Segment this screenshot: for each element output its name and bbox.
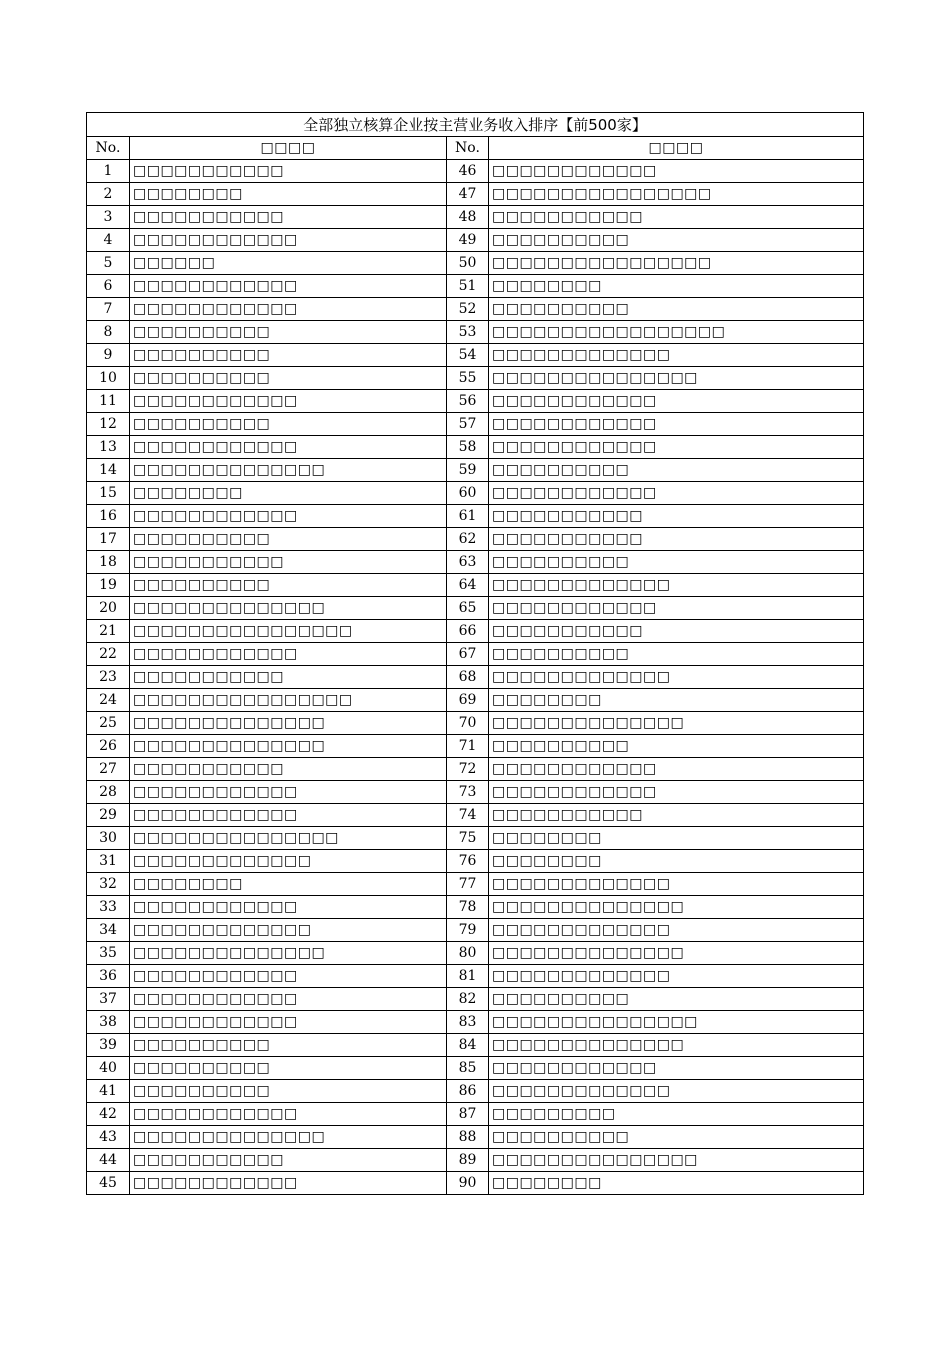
rank-right: 79	[447, 919, 489, 942]
rank-left: 32	[87, 873, 130, 896]
table-row	[87, 712, 864, 735]
rank-left: 9	[87, 344, 130, 367]
company-left: □□□□□□□□□□□□□	[130, 850, 447, 873]
table-row	[87, 620, 864, 643]
company-right: □□□□□□□□□□□□□	[489, 919, 864, 942]
table-row	[87, 735, 864, 758]
header-name-left: □□□□	[130, 137, 447, 160]
company-left: □□□□□□□□□□	[130, 1057, 447, 1080]
rank-right: 48	[447, 206, 489, 229]
rank-left: 12	[87, 413, 130, 436]
rank-left: 27	[87, 758, 130, 781]
company-right: □□□□□□□□□□	[489, 735, 864, 758]
rank-right: 81	[447, 965, 489, 988]
company-left: □□□□□□□□□□□	[130, 551, 447, 574]
table-row	[87, 275, 864, 298]
header-no-left: No.	[87, 137, 130, 160]
rank-left: 19	[87, 574, 130, 597]
table-row	[87, 1172, 864, 1195]
company-right: □□□□□□□□□□□□□	[489, 1080, 864, 1103]
table-row	[87, 321, 864, 344]
rank-left: 7	[87, 298, 130, 321]
table-row	[87, 643, 864, 666]
rank-right: 80	[447, 942, 489, 965]
rank-left: 41	[87, 1080, 130, 1103]
rank-right: 54	[447, 344, 489, 367]
company-left: □□□□□□□□□□□□□□	[130, 459, 447, 482]
company-left: □□□□□□□□□□□□□□□□	[130, 620, 447, 643]
table-row	[87, 873, 864, 896]
company-left: □□□□□□□□□□□□	[130, 275, 447, 298]
table-row	[87, 482, 864, 505]
rank-left: 3	[87, 206, 130, 229]
table-row	[87, 666, 864, 689]
table-row	[87, 528, 864, 551]
rank-left: 28	[87, 781, 130, 804]
table-row	[87, 1126, 864, 1149]
company-right: □□□□□□□□□□□□□□□	[489, 1149, 864, 1172]
rank-right: 86	[447, 1080, 489, 1103]
rank-right: 69	[447, 689, 489, 712]
company-right: □□□□□□□□	[489, 1172, 864, 1195]
rank-left: 36	[87, 965, 130, 988]
company-right: □□□□□□□□□□	[489, 459, 864, 482]
company-right: □□□□□□□□□□□□□	[489, 344, 864, 367]
rank-right: 87	[447, 1103, 489, 1126]
rank-right: 58	[447, 436, 489, 459]
company-right: □□□□□□□□□□□□□□	[489, 1034, 864, 1057]
rank-right: 56	[447, 390, 489, 413]
company-right: □□□□□□□□□□□□	[489, 482, 864, 505]
company-left: □□□□□□□□□□	[130, 528, 447, 551]
company-right: □□□□□□□□□□□□□	[489, 666, 864, 689]
header-name-right: □□□□	[489, 137, 864, 160]
company-left: □□□□□□□□□□□□	[130, 1172, 447, 1195]
table-row	[87, 505, 864, 528]
ranking-table	[86, 112, 864, 1195]
rank-left: 42	[87, 1103, 130, 1126]
company-left: □□□□□□□□□□□□	[130, 804, 447, 827]
rank-right: 47	[447, 183, 489, 206]
rank-right: 49	[447, 229, 489, 252]
company-right: □□□□□□□□□□□□□□	[489, 896, 864, 919]
table-row	[87, 459, 864, 482]
table-row	[87, 597, 864, 620]
company-left: □□□□□□□□□□	[130, 413, 447, 436]
rank-right: 82	[447, 988, 489, 1011]
company-right: □□□□□□□□□□□	[489, 804, 864, 827]
table-title: 全部独立核算企业按主营业务收入排序【前500家】	[87, 113, 864, 137]
company-right: □□□□□□□□□□□□□□□	[489, 367, 864, 390]
company-right: □□□□□□□□□□□	[489, 206, 864, 229]
company-right: □□□□□□□□□□	[489, 551, 864, 574]
rank-left: 22	[87, 643, 130, 666]
rank-right: 75	[447, 827, 489, 850]
company-right: □□□□□□□□□□□□	[489, 1057, 864, 1080]
company-left: □□□□□□□□□□	[130, 1034, 447, 1057]
table-row	[87, 781, 864, 804]
rank-right: 67	[447, 643, 489, 666]
rank-left: 8	[87, 321, 130, 344]
table-row	[87, 919, 864, 942]
rank-left: 25	[87, 712, 130, 735]
rank-right: 62	[447, 528, 489, 551]
rank-right: 59	[447, 459, 489, 482]
company-right: □□□□□□□□□□□□	[489, 597, 864, 620]
company-right: □□□□□□□□□□□□	[489, 781, 864, 804]
company-left: □□□□□□□□□□□□	[130, 896, 447, 919]
table-row	[87, 965, 864, 988]
table-row	[87, 1103, 864, 1126]
rank-right: 68	[447, 666, 489, 689]
table-row	[87, 1034, 864, 1057]
rank-right: 66	[447, 620, 489, 643]
rank-left: 11	[87, 390, 130, 413]
company-left: □□□□□□□□□□□□	[130, 965, 447, 988]
rank-left: 18	[87, 551, 130, 574]
rank-left: 14	[87, 459, 130, 482]
company-left: □□□□□□□□□□□	[130, 758, 447, 781]
rank-right: 71	[447, 735, 489, 758]
rank-left: 16	[87, 505, 130, 528]
table-row	[87, 1011, 864, 1034]
table-row	[87, 183, 864, 206]
table-row	[87, 160, 864, 183]
rank-left: 26	[87, 735, 130, 758]
company-left: □□□□□□□□□□	[130, 574, 447, 597]
rank-right: 73	[447, 781, 489, 804]
table-row	[87, 896, 864, 919]
rank-left: 30	[87, 827, 130, 850]
company-right: □□□□□□□□□□	[489, 643, 864, 666]
rank-left: 1	[87, 160, 130, 183]
table-row	[87, 804, 864, 827]
rank-left: 40	[87, 1057, 130, 1080]
rank-left: 43	[87, 1126, 130, 1149]
table-row	[87, 689, 864, 712]
header-no-right: No.	[447, 137, 489, 160]
company-right: □□□□□□□□	[489, 275, 864, 298]
company-right: □□□□□□□□	[489, 827, 864, 850]
company-right: □□□□□□□□□	[489, 1103, 864, 1126]
company-right: □□□□□□□□□□□□□□	[489, 712, 864, 735]
company-right: □□□□□□□□□□□□□	[489, 873, 864, 896]
rank-left: 44	[87, 1149, 130, 1172]
company-right: □□□□□□□□□□□□	[489, 390, 864, 413]
rank-right: 63	[447, 551, 489, 574]
company-left: □□□□□□□□□□□□	[130, 781, 447, 804]
rank-right: 89	[447, 1149, 489, 1172]
table-row	[87, 850, 864, 873]
company-right: □□□□□□□□□□□□□□	[489, 942, 864, 965]
company-right: □□□□□□□□	[489, 689, 864, 712]
rank-left: 15	[87, 482, 130, 505]
company-left: □□□□□□□□□□□□□□	[130, 942, 447, 965]
rank-left: 4	[87, 229, 130, 252]
company-left: □□□□□□□□□□□□□□	[130, 712, 447, 735]
company-right: □□□□□□□□□□□□	[489, 413, 864, 436]
rank-right: 78	[447, 896, 489, 919]
company-right: □□□□□□□□□□□□	[489, 758, 864, 781]
rank-right: 88	[447, 1126, 489, 1149]
rank-left: 10	[87, 367, 130, 390]
rank-left: 45	[87, 1172, 130, 1195]
company-right: □□□□□□□□□□	[489, 988, 864, 1011]
company-left: □□□□□□□□□□□□□□	[130, 597, 447, 620]
table-row	[87, 1080, 864, 1103]
company-right: □□□□□□□□□□□	[489, 505, 864, 528]
company-left: □□□□□□□□	[130, 482, 447, 505]
rank-left: 5	[87, 252, 130, 275]
company-left: □□□□□□□□□□□□	[130, 298, 447, 321]
table-row	[87, 1057, 864, 1080]
company-left: □□□□□□□□□□□□	[130, 643, 447, 666]
company-left: □□□□□□□□□□□	[130, 666, 447, 689]
company-right: □□□□□□□□□□□	[489, 528, 864, 551]
company-right: □□□□□□□□□□□	[489, 620, 864, 643]
rank-right: 77	[447, 873, 489, 896]
company-left: □□□□□□□□□□□□□	[130, 919, 447, 942]
rank-left: 23	[87, 666, 130, 689]
ranking-sheet	[86, 112, 863, 1195]
company-right: □□□□□□□□□□	[489, 1126, 864, 1149]
rank-left: 17	[87, 528, 130, 551]
company-left: □□□□□□□□□□□□	[130, 1103, 447, 1126]
rank-left: 29	[87, 804, 130, 827]
company-left: □□□□□□□□□□□□□□	[130, 1126, 447, 1149]
rank-left: 38	[87, 1011, 130, 1034]
rank-left: 33	[87, 896, 130, 919]
rank-left: 31	[87, 850, 130, 873]
table-row	[87, 367, 864, 390]
company-left: □□□□□□□□	[130, 873, 447, 896]
header-row	[87, 137, 864, 160]
table-row	[87, 1149, 864, 1172]
rank-left: 39	[87, 1034, 130, 1057]
company-left: □□□□□□□□□□□□	[130, 1011, 447, 1034]
table-row	[87, 942, 864, 965]
rank-right: 83	[447, 1011, 489, 1034]
company-left: □□□□□□□□□□	[130, 1080, 447, 1103]
company-left: □□□□□□□□□□	[130, 321, 447, 344]
rank-right: 52	[447, 298, 489, 321]
company-right: □□□□□□□□□□□□□	[489, 574, 864, 597]
company-right: □□□□□□□□□□□□	[489, 160, 864, 183]
rank-right: 46	[447, 160, 489, 183]
company-right: □□□□□□□□□□□□□□□□□	[489, 321, 864, 344]
company-left: □□□□□□□□□□□□	[130, 505, 447, 528]
table-row	[87, 413, 864, 436]
company-left: □□□□□□□□□□□□□□□□	[130, 689, 447, 712]
rank-right: 65	[447, 597, 489, 620]
company-left: □□□□□□□□□□□□	[130, 988, 447, 1011]
table-row	[87, 344, 864, 367]
table-row	[87, 758, 864, 781]
table-row	[87, 390, 864, 413]
rank-right: 57	[447, 413, 489, 436]
company-right: □□□□□□□□	[489, 850, 864, 873]
company-left: □□□□□□□□□□	[130, 344, 447, 367]
rank-right: 55	[447, 367, 489, 390]
rank-right: 61	[447, 505, 489, 528]
rank-right: 85	[447, 1057, 489, 1080]
rank-left: 13	[87, 436, 130, 459]
company-left: □□□□□□□□□□□□	[130, 436, 447, 459]
company-right: □□□□□□□□□□□□□□□□	[489, 252, 864, 275]
company-left: □□□□□□□□□□□	[130, 1149, 447, 1172]
rank-right: 74	[447, 804, 489, 827]
company-left: □□□□□□□□□□□□□□	[130, 735, 447, 758]
rank-right: 60	[447, 482, 489, 505]
company-left: □□□□□□	[130, 252, 447, 275]
rank-right: 50	[447, 252, 489, 275]
rank-right: 76	[447, 850, 489, 873]
table-row	[87, 551, 864, 574]
company-left: □□□□□□□□□□□	[130, 160, 447, 183]
table-row	[87, 436, 864, 459]
rank-right: 72	[447, 758, 489, 781]
company-right: □□□□□□□□□□□□□□□	[489, 1011, 864, 1034]
rank-right: 70	[447, 712, 489, 735]
table-row	[87, 988, 864, 1011]
rank-left: 21	[87, 620, 130, 643]
rank-right: 84	[447, 1034, 489, 1057]
company-left: □□□□□□□□□□□□	[130, 229, 447, 252]
rank-left: 37	[87, 988, 130, 1011]
company-left: □□□□□□□□□□□□□□□	[130, 827, 447, 850]
rank-right: 53	[447, 321, 489, 344]
table-row	[87, 827, 864, 850]
table-row	[87, 229, 864, 252]
table-row	[87, 298, 864, 321]
rank-right: 51	[447, 275, 489, 298]
company-right: □□□□□□□□□□□□	[489, 436, 864, 459]
rank-left: 34	[87, 919, 130, 942]
rank-left: 2	[87, 183, 130, 206]
company-right: □□□□□□□□□□	[489, 298, 864, 321]
title-row	[87, 113, 864, 137]
rank-right: 64	[447, 574, 489, 597]
company-left: □□□□□□□□□□	[130, 367, 447, 390]
company-right: □□□□□□□□□□□□□□□□	[489, 183, 864, 206]
company-left: □□□□□□□□□□□	[130, 206, 447, 229]
rank-left: 6	[87, 275, 130, 298]
table-row	[87, 574, 864, 597]
table-row	[87, 206, 864, 229]
table-row	[87, 252, 864, 275]
company-right: □□□□□□□□□□□□□	[489, 965, 864, 988]
company-left: □□□□□□□□	[130, 183, 447, 206]
rank-left: 35	[87, 942, 130, 965]
company-left: □□□□□□□□□□□□	[130, 390, 447, 413]
company-right: □□□□□□□□□□	[489, 229, 864, 252]
rank-right: 90	[447, 1172, 489, 1195]
rank-left: 24	[87, 689, 130, 712]
rank-left: 20	[87, 597, 130, 620]
